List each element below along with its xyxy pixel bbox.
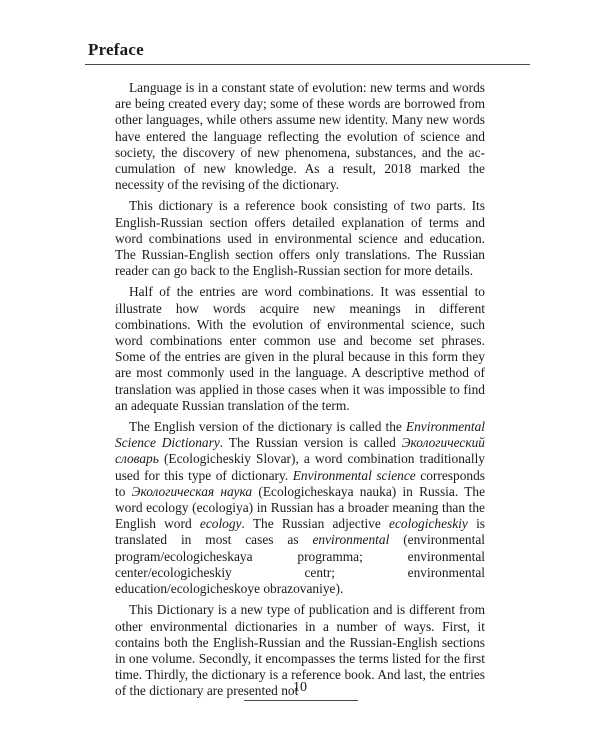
page-header-title: Preface <box>88 40 144 59</box>
italic-text-run: Экологический словарь <box>115 435 485 467</box>
text-run: Half of the entries are word combinations. It was essential to illustrate how words acquire new meanings in different combinations. With the evolution of environmental science, such word combinations enter common use and become set phrases. Some of the entries are given in the plural because in this form they are most commonly used in the language. A descriptive method of translation was applied in those cases when it was impossible to find an adequate Russian translation of the term. <box>115 284 485 413</box>
text-run: corresponds to <box>115 467 485 499</box>
italic-text-run: ecology <box>199 516 242 532</box>
italic-text-run: Environmental science <box>292 467 416 483</box>
page-number: 10 <box>293 680 307 695</box>
italic-text-run: environmental <box>312 532 390 548</box>
italic-text-run: ecologicheskiy <box>389 516 468 532</box>
text-run: is translated in most cases as <box>115 516 486 548</box>
paragraph <box>115 198 485 279</box>
italic-text-run: Environmental Science Dictionary <box>115 419 485 451</box>
text-run: The English version of the dictionary is called the <box>129 419 406 435</box>
paragraph <box>115 80 485 193</box>
paragraph <box>115 419 485 597</box>
body-text <box>115 80 485 705</box>
text-run: (environmental program/ecologicheskaya programma; environmental center/ecologicheskiy centr; environmental education/ecologicheskoye obrazovaniye). <box>115 532 486 597</box>
italic-text-run: Экологическая наука <box>131 483 253 499</box>
text-run: Language is in a constant state of evolution: new terms and words are being created every day; some of these words are borrowed from other languages, while others assume new identity. Many new words have entered the language reflecting the evolution of science and society, the discovery of new phenomena, substances, and the ac-cumulation of new knowledge. As a result, 2018 marked the necessity of the revising of the dictionary. <box>115 80 485 193</box>
text-run: . The Russian adjective <box>241 516 390 532</box>
text-run: This dictionary is a reference book consisting of two parts. Its English-Russian section offers detailed explanation of terms and word combinations used in environmental science and education. The Russian-English section offers only translations. The Russian reader can go back to the English-Russian section for more details. <box>115 198 485 279</box>
text-run: . The Russian version is called <box>219 435 402 451</box>
text-run: This Dictionary is a new type of publication and is different from other environmental dictionaries in a number of ways. First, it contains both the English-Russian and the Russian-English sections in one volume. Secondly, it encompasses the terms listed for the first time. Thirdly, the dictionary is a reference book. And last, the entries of the dictionary are presented not <box>115 602 485 699</box>
header-divider <box>85 64 530 65</box>
paragraph <box>115 284 485 414</box>
text-run: (Ecologicheskiy Slovar), a word combination traditionally used for this type of dictionary. <box>115 451 485 483</box>
text-run: (Ecologicheskaya nauka) in Russia. The word ecology (ecologiya) in Russian has a broader meaning than the English word <box>115 483 486 532</box>
footer-divider <box>244 700 358 701</box>
